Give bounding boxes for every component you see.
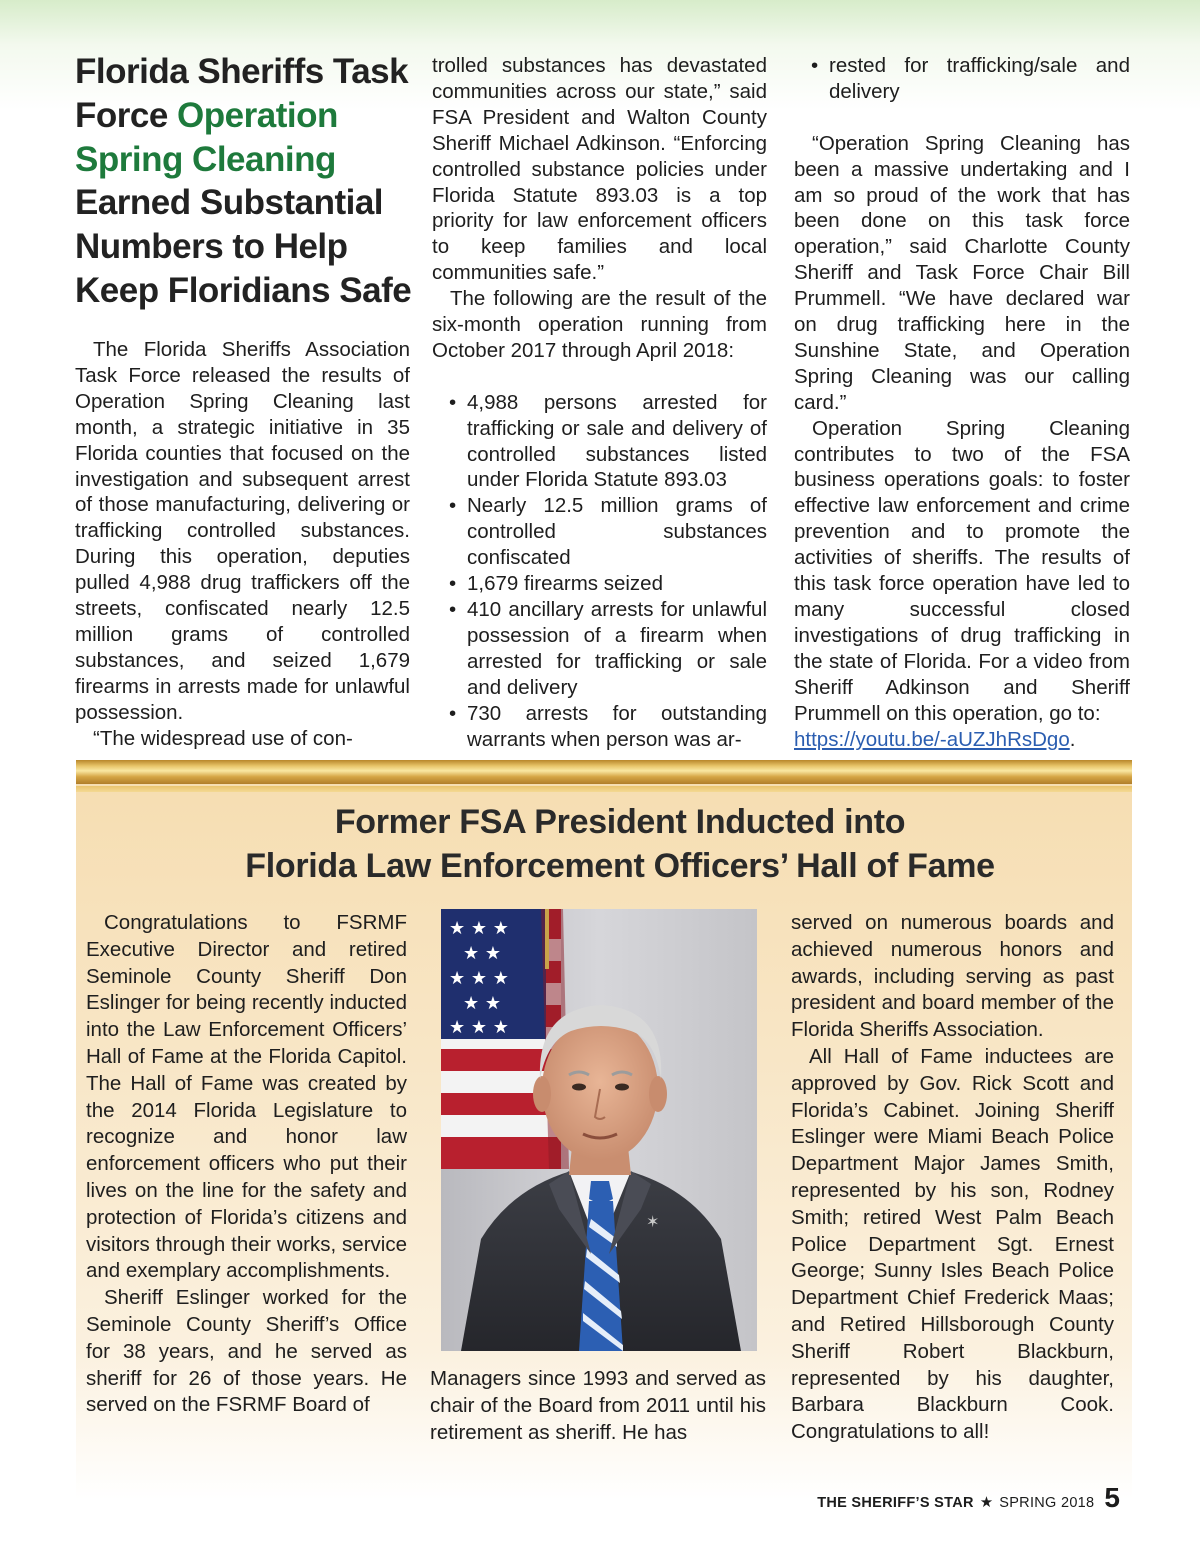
article1-col2-paragraph-2: The following are the result of the six-month operation running from October 2017 through April 2018: [432, 287, 767, 362]
article1-col1-paragraph-2: “The widespread use of con- [93, 726, 353, 750]
article1-col3-paragraph-2: Operation Spring Cleaning contributes to two of the FSA business operations goals: to foster effective law enforcement and crime prevention and to promote the activities of sheriffs. The results of this task force operation have led to many successful closed investigations of drug trafficking in the state of Florida. For a video from Sheriff Adkinson and Sheriff Prummell on this operation, go to: [794, 416, 1130, 725]
article2-col2-paragraph-1: Managers since 1993 and served as chair of the Board from 2011 until his retirement as sheriff. He has [430, 1367, 766, 1444]
headline-part2: Earned Substantial Numbers to Help Keep Floridians Safe [75, 183, 412, 310]
article2-column-1 [86, 910, 407, 1419]
svg-text:★ ★: ★ ★ [463, 993, 501, 1014]
article1-column-1 [75, 337, 410, 752]
issue-season: SPRING 2018 [999, 1495, 1095, 1511]
article1-column-2 [432, 53, 767, 752]
page-number: 5 [1104, 1482, 1120, 1513]
article2-col1-paragraph-1: Congratulations to FSRMF Executive Director and retired Seminole County Sheriff Don Eslinger for being recently inducted into the Law Enforcement Officers’ Hall of Fame at the Florida Capitol. The Hall of Fame was created by the 2014 Florida Legislature to recognize and honor law enforcement officers who put their lives on the line for the safety and protection of Florida’s citizens and visitors through their works, service and exemplary accomplishments. [86, 911, 407, 1283]
continuation-text: rested for trafficking/sale and delivery [829, 54, 1130, 103]
headline-highlight: Operation Spring Cleaning [75, 95, 338, 179]
video-link-line [794, 727, 1130, 753]
article2-col3-paragraph-1: served on numerous boards and achieved numerous honors and awards, including serving as past president and board member of the Florida Sheriffs Association. [791, 911, 1114, 1042]
svg-text:★ ★ ★: ★ ★ ★ [449, 918, 509, 939]
svg-text:✶: ✶ [646, 1212, 660, 1231]
link-period: . [1069, 727, 1076, 751]
article2-column-3 [791, 910, 1114, 1446]
article2-title [120, 800, 1120, 888]
star-icon: ★ [979, 1494, 994, 1511]
magazine-name: THE SHERIFF’S STAR [817, 1495, 974, 1511]
video-link[interactable]: https://youtu.be/-aUZJhRsDgo [794, 727, 1070, 751]
bullet-item: • 730 arrests for outstanding warrants when person was ar- [432, 701, 767, 753]
bullet-continuation-text [794, 53, 1130, 105]
sheriff-portrait-photo [441, 909, 757, 1351]
headline-part1: Florida Sheriffs Task Force [75, 52, 409, 135]
article1-column-3 [794, 53, 1130, 752]
svg-text:★ ★ ★: ★ ★ ★ [449, 1017, 509, 1038]
gold-divider-bar [76, 760, 1132, 784]
article2-column-2 [430, 1366, 766, 1446]
article2-title-line2: Florida Law Enforcement Officers’ Hall of Fame [245, 847, 995, 885]
bullet-item: • 4,988 persons arrested for trafficking or sale and delivery of controlled substances listed under Florida Statute 893.03 [432, 390, 767, 494]
svg-text:★ ★: ★ ★ [463, 943, 501, 964]
article2-title-line1: Former FSA President Inducted into [334, 803, 906, 841]
article1-col2-paragraph-1: trolled substances has devastated communities across our state,” said FSA President and Walton County Sheriff Michael Adkinson. “Enforcing controlled substance policies under Florida Statute 893.03 is a top priority for law enforcement officers to keep families and local communities safe.” [432, 54, 767, 285]
bullet-item: • 1,679 firearms seized [432, 571, 767, 597]
portrait-illustration [441, 909, 757, 1351]
svg-text:★ ★ ★: ★ ★ ★ [449, 968, 509, 989]
article1-headline [75, 50, 415, 313]
article1-col1-paragraph-1: The Florida Sheriffs Association Task Force released the results of Operation Spring Cleaning last month, a strategic initiative in 35 Florida counties that focused on the investigation and subsequent arrest of those manufacturing, delivering or trafficking controlled substances. During this operation, deputies pulled 4,988 drug traffickers off the streets, confiscated nearly 12.5 million grams of controlled substances, and seized 1,679 firearms in arrests made for unlawful possession. [75, 338, 410, 724]
bullet-continuation [794, 53, 1130, 105]
article2-col1-paragraph-2: Sheriff Eslinger worked for the Seminole County Sheriff’s Office for 38 years, and he served as sheriff for 26 of those years. He served on the FSRMF Board of [86, 1286, 407, 1417]
page-footer [817, 1482, 1120, 1512]
article1-col3-paragraph-1: “Operation Spring Cleaning has been a massive undertaking and I am so proud of the work that has been done on this task force operation,” said Charlotte County Sheriff and Task Force Chair Bill Prummell. “We have declared war on drug trafficking here in the Sunshine State, and Operation Spring Cleaning was our calling card.” [794, 131, 1130, 414]
bullet-item: • 410 ancillary arrests for unlawful possession of a firearm when arrested for trafficking or sale and delivery [432, 597, 767, 701]
bullet-item: • Nearly 12.5 million grams of controlled substances confiscated [432, 493, 767, 571]
article2-col3-paragraph-2: All Hall of Fame inductees are approved by Gov. Rick Scott and Florida’s Cabinet. Joining Sheriff Eslinger were Miami Beach Police Department Major James Smith, represented by his son, Rodney Smith; retired West Palm Beach Police Department Sgt. Ernest George; Sunny Isles Beach Police Department Chief Frederick Maas; and Retired Hillsborough County Sheriff Robert Blackburn, represented by his daughter, Barbara Blackburn Cook. Congratulations to all! [791, 1044, 1114, 1444]
gold-divider-underline [76, 786, 1132, 792]
results-bullet-list [432, 390, 767, 753]
